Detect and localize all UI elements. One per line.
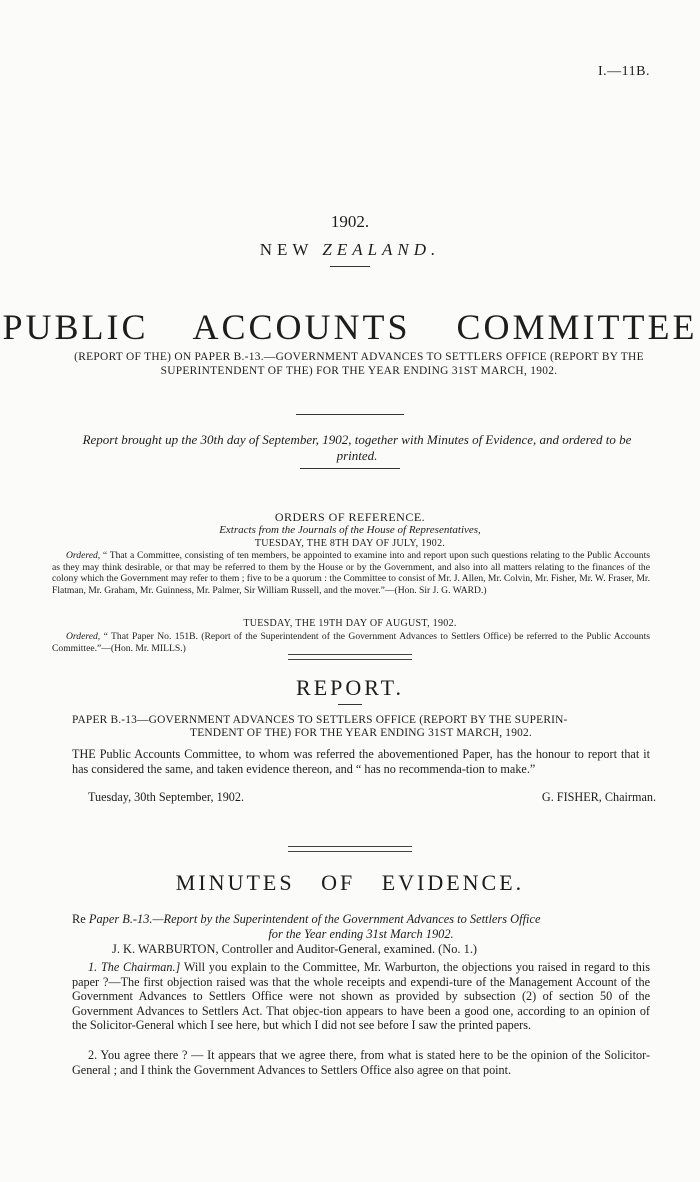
orders-heading: ORDERS OF REFERENCE. [274,510,426,524]
paper-reference: I.—11B. [598,64,650,79]
short-divider [338,704,362,705]
question-2: 2. You agree there ? — It appears that we agree there, from what is stated here to be the opinion of the Solicitor-General ; and I think the Government Advances to Settlers Office also agree on that point. [72,1048,650,1077]
page-subtitle: (REPORT OF THE) ON PAPER B.-13.—GOVERNMENT ADVANCES TO SETTLERS OFFICE (REPORT BY THE SUPERINTENDENT OF THE) FOR THE YEAR ENDING 31ST MARCH, 1902. [74,351,644,377]
minutes-subject [72,912,650,942]
question-1-text: Will you explain to the Committee, Mr. Warburton, the objections you raised in regard to this paper ?—The first objection raised was that the whole receipts and expendi-ture of the Management Account of the Government Advances to Settlers Office were not shown as provided by subsection (2) of section 50 of the Government Advances to Settlers Act. That objec-tion appears to have been a good one, according to an opinion of the Solicitor-General which I see here, but which I did not see before I saw the printed papers. [72,960,650,1033]
order-1 [52,550,650,596]
report-brought-note: Report brought up the 30th day of September, 1902, together with Minutes of Evidence, and ordered to be printed. [82,432,632,463]
minutes-heading: MINUTES OF EVIDENCE. [175,870,525,895]
double-divider [288,654,412,660]
report-signature: G. FISHER, Chairman. [541,790,656,804]
report-date: Tuesday, 30th September, 1902. [88,790,245,804]
orders-date-2: TUESDAY, THE 19TH DAY OF AUGUST, 1902. [243,618,457,629]
order-1-text: “ That a Committee, consisting of ten members, be appointed to examine into and report upon such questions relating to the Public Accounts as they may think desirable, or that may be referred to them by the House or by the Government, and also into all matters relating to the finances of the colony which the Government may refer to them ; five to be a quorum : the Committee to consist of Mr. J. Allen, Mr. Colvin, Mr. Fisher, Mr. W. Fraser, Mr. Flatman, Mr. Graham, Mr. Guinness, Mr. Palmer, Sir William Russell, and the mover.”—(Hon. Sir J. G. WARD.) [52,550,650,596]
country-heading [0,240,700,260]
question-1-lead: 1. The Chairman.] [88,960,181,974]
divider [296,414,404,415]
short-divider [330,266,370,267]
orders-extracts: Extracts from the Journals of the House of Representatives, [219,524,481,536]
minutes-re-label: Re [72,912,86,926]
orders-date-1: TUESDAY, THE 8TH DAY OF JULY, 1902. [254,538,446,549]
country-zealand: ZEALAND. [322,240,441,259]
country-new: NEW [259,240,314,259]
minutes-re-line-1: Paper B.-13.—Report by the Superintendent of the Government Advances to Settlers Office [88,912,541,926]
divider [300,468,400,469]
double-divider [288,846,412,852]
witness-line: J. K. WARBURTON, Controller and Auditor-General, examined. (No. 1.) [112,942,478,956]
question-1 [72,960,650,1033]
order-2-label: Ordered, [66,631,101,642]
order-2 [52,631,650,654]
report-body-text: Public Accounts Committee, to whom was referred the abovementioned Paper, has the honour to report that it has considered the same, and taken evidence thereon, and “ has no recommenda-tion to make.” [72,747,651,776]
report-paper-title [72,714,650,740]
report-paper-line-1: PAPER B.-13—GOVERNMENT ADVANCES TO SETTLERS OFFICE (REPORT BY THE SUPERIN- [72,714,568,726]
report-paper-line-2: TENDENT OF THE) FOR THE YEAR ENDING 31ST MARCH, 1902. [190,727,532,739]
year: 1902. [330,212,370,231]
order-2-text: “ That Paper No. 151B. (Report of the Superintendent of the Government Advances to Settlers Office) be referred to the Public Accounts Committee.”—(Hon. Mr. MILLS.) [52,631,650,654]
report-body [72,747,650,776]
page-title: PUBLIC ACCOUNTS COMMITTEE [2,307,698,347]
order-1-label: Ordered, [66,550,101,561]
report-body-lead: THE [72,747,96,761]
report-signature-row [88,790,656,805]
report-heading: REPORT. [296,675,404,700]
minutes-re-line-2: for the Year ending 31st March 1902. [268,926,454,941]
